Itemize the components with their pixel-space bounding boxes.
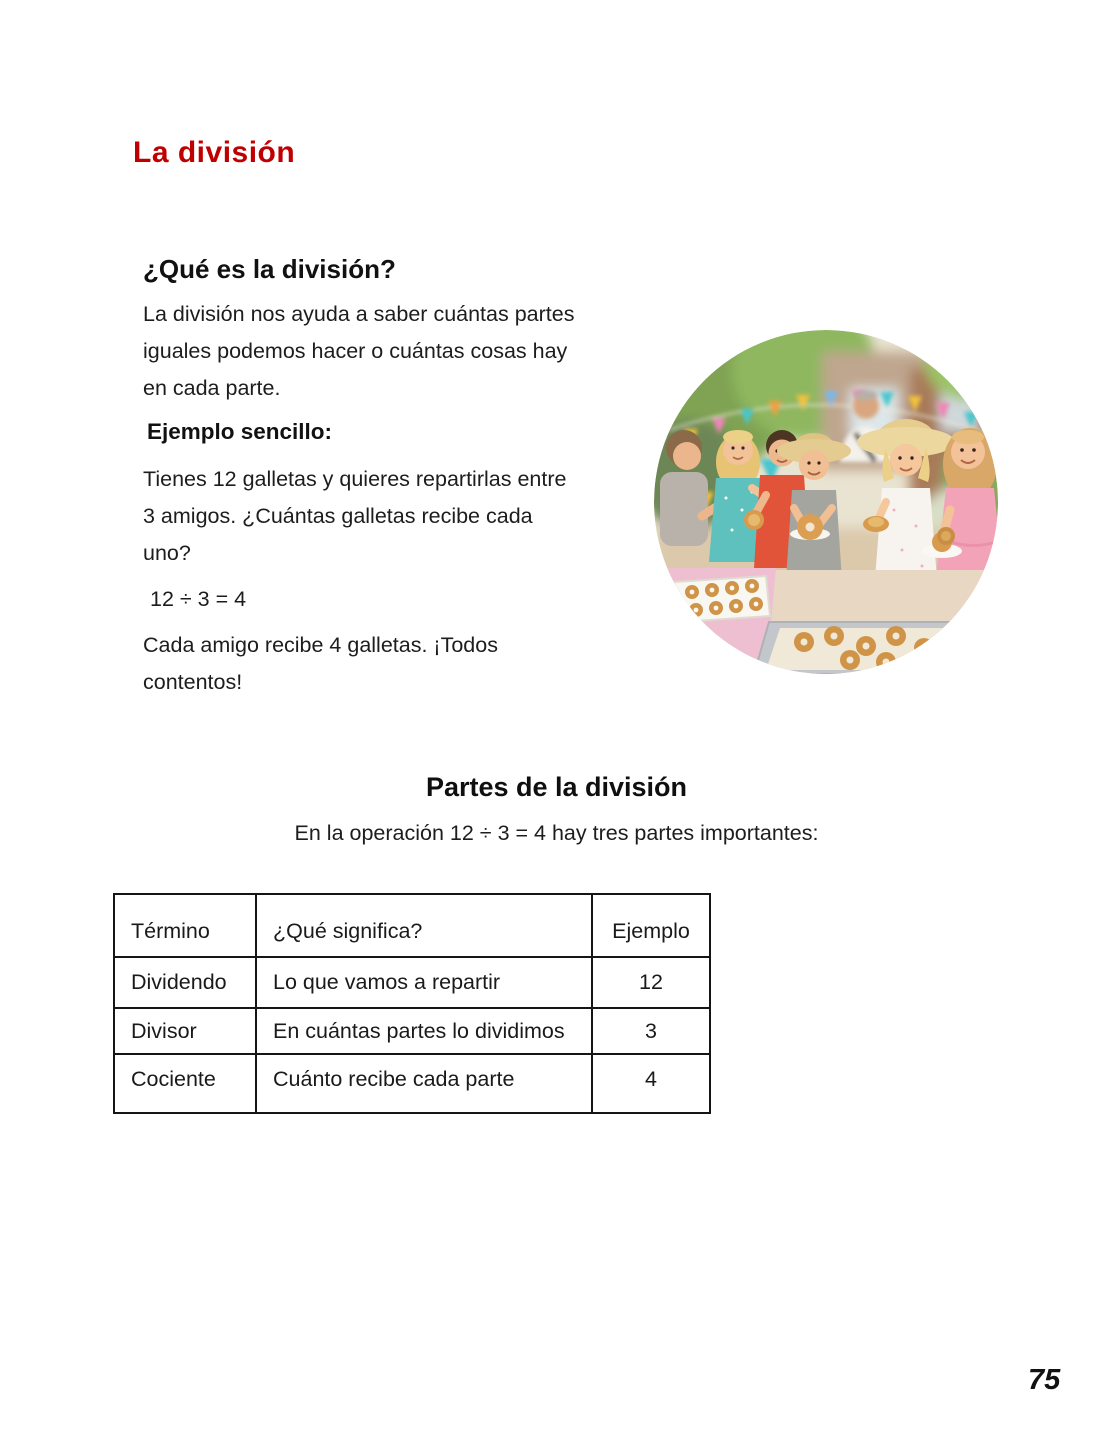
paragraph-line: contentos!	[143, 670, 243, 694]
cell-term: Divisor	[114, 1008, 256, 1054]
table-header-row	[114, 894, 710, 957]
cell-term: Dividendo	[114, 957, 256, 1008]
bake-sale-illustration	[654, 330, 998, 674]
cell-example: 12	[592, 957, 710, 1008]
table-row	[114, 1054, 710, 1113]
paragraph-line: en cada parte.	[143, 376, 281, 400]
header-significa: ¿Qué significa?	[256, 894, 592, 957]
division-terms-table	[113, 893, 711, 1114]
example-paragraph	[143, 461, 566, 572]
cell-meaning: Cuánto recibe cada parte	[256, 1054, 592, 1113]
table-row	[114, 957, 710, 1008]
header-termino: Término	[114, 894, 256, 957]
paragraph-line: uno?	[143, 541, 191, 565]
cell-meaning: Lo que vamos a repartir	[256, 957, 592, 1008]
parts-section-intro: En la operación 12 ÷ 3 = 4 hay tres partes importantes:	[294, 821, 819, 845]
division-equation: 12 ÷ 3 = 4	[150, 587, 247, 611]
cell-example: 4	[592, 1054, 710, 1113]
paragraph-line: Tienes 12 galletas y quieres repartirlas entre	[143, 467, 567, 491]
table-row	[114, 1008, 710, 1054]
section-heading-que-es: ¿Qué es la división?	[143, 254, 396, 284]
paragraph-line: Cada amigo recibe 4 galletas. ¡Todos	[143, 633, 498, 657]
result-paragraph	[143, 627, 498, 701]
paragraph-line: iguales podemos hacer o cuántas cosas hay	[143, 339, 568, 363]
cell-example: 3	[592, 1008, 710, 1054]
children-bake-sale-photo	[654, 330, 998, 674]
paragraph-line: 3 amigos. ¿Cuántas galletas recibe cada	[143, 504, 533, 528]
intro-paragraph	[143, 296, 574, 407]
page-title: La división	[133, 136, 296, 169]
cell-meaning: En cuántas partes lo dividimos	[256, 1008, 592, 1054]
page-number: 75	[1028, 1364, 1061, 1396]
parts-section-heading: Partes de la división	[425, 772, 688, 802]
example-label: Ejemplo sencillo:	[147, 419, 333, 444]
cell-term: Cociente	[114, 1054, 256, 1113]
header-ejemplo: Ejemplo	[592, 894, 710, 957]
paragraph-line: La división nos ayuda a saber cuántas partes	[143, 302, 575, 326]
